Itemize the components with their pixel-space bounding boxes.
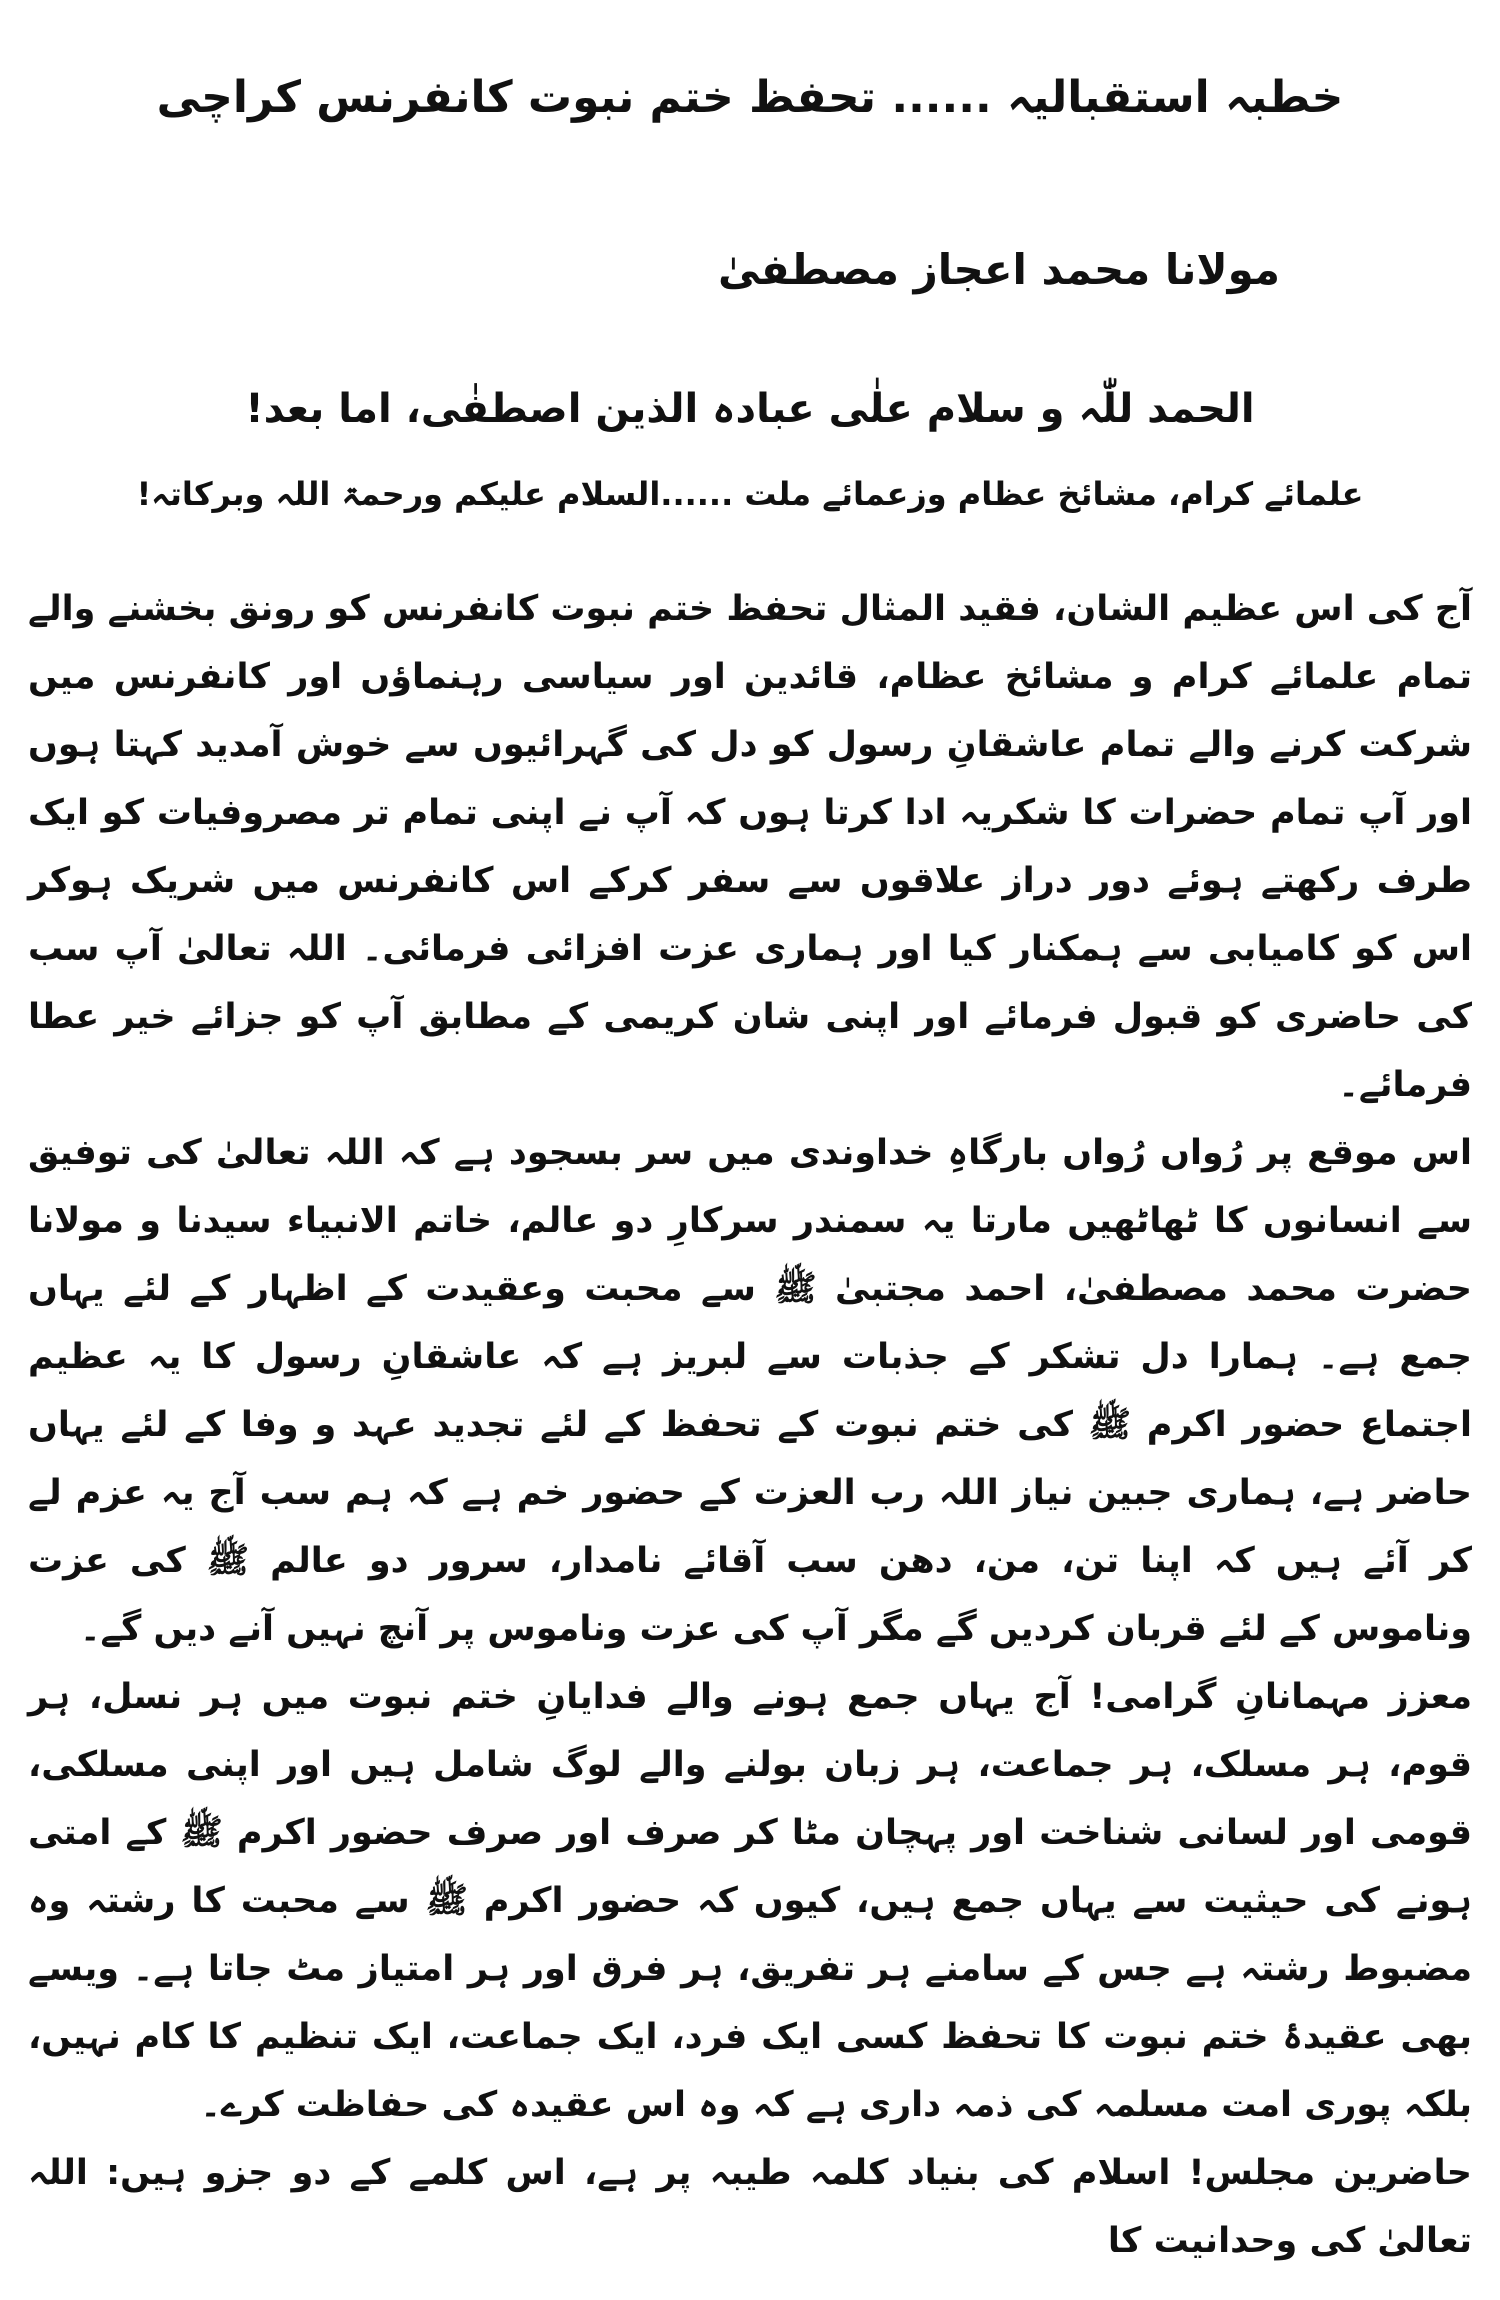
author-name: مولانا محمد اعجاز مصطفیٰ [717,245,1280,294]
paragraph: آج کی اس عظیم الشان، فقید المثال تحفظ ختم نبوت کانفرنس کو رونق بخشنے والے تمام علمائے کرام و مشائخ عظام، قائدین اور سیاسی رہنماؤں اور کانفرنس میں شرکت کرنے والے تمام عاشقانِ رسول کو دل کی گہرائیوں سے خوش آمدید کہتا ہوں اور آپ تمام حضرات کا شکریہ ادا کرتا ہوں کہ آپ نے اپنی تمام تر مصروفیات کو ایک طرف رکھتے ہوئے دور دراز علاقوں سے سفر کرکے اس کانفرنس میں شریک ہوکر اس کو کامیابی سے ہمکنار کیا اور ہماری عزت افزائی فرمائی۔ اللہ تعالیٰ آپ سب کی حاضری کو قبول فرمائے اور اپنی شان کریمی کے مطابق آپ کو جزائے خیر عطا فرمائے۔ [28,589,1472,1105]
opening-invocation: الحمد للّٰہ و سلام علٰی عبادہ الذین اصطفٰی، اما بعد! [245,386,1255,432]
paragraph: معزز مہمانانِ گرامی! آج یہاں جمع ہونے والے فدایانِ ختم نبوت میں ہر نسل، ہر قوم، ہر مسلک، ہر جماعت، ہر زبان بولنے والے لوگ شامل ہیں اور اپنی مسلکی، قومی اور لسانی شناخت اور پہچان مٹا کر صرف اور صرف حضور اکرم ﷺ کے امتی ہونے کی حیثیت سے یہاں جمع ہیں، کیوں کہ حضور اکرم ﷺ سے محبت کا رشتہ وہ مضبوط رشتہ ہے جس کے سامنے ہر تفریق، ہر فرق اور ہر امتیاز مٹ جاتا ہے۔ ویسے بھی عقیدۂ ختم نبوت کا تحفظ کسی ایک فرد، ایک جماعت، ایک تنظیم کا کام نہیں، بلکہ پوری امت مسلمہ کی ذمہ داری ہے کہ وہ اس عقیدہ کی حفاظت کرے۔ [28,1677,1472,2125]
paragraph: حاضرین مجلس! اسلام کی بنیاد کلمہ طیبہ پر ہے، اس کلمے کے دو جزو ہیں: اللہ تعالیٰ کی وحدانیت کا [28,2153,1472,2261]
body-text [28,575,1472,2275]
salutation-line: علمائے کرام، مشائخ عظام وزعمائے ملت ......السلام علیکم ورحمۃ اللہ وبرکاتہ! [136,475,1364,513]
document-title: خطبہ استقبالیہ ...... تحفظ ختم نبوت کانفرنس کراچی [156,72,1344,123]
paragraph: اس موقع پر رُواں رُواں بارگاہِ خداوندی میں سر بسجود ہے کہ اللہ تعالیٰ کی توفیق سے انسانوں کا ٹھاٹھیں مارتا یہ سمندر سرکارِ دو عالم، خاتم الانبیاء سیدنا و مولانا حضرت محمد مصطفیٰ، احمد مجتبیٰ ﷺ سے محبت وعقیدت کے اظہار کے لئے یہاں جمع ہے۔ ہمارا دل تشکر کے جذبات سے لبریز ہے کہ عاشقانِ رسول کا یہ عظیم اجتماع حضور اکرم ﷺ کی ختم نبوت کے تحفظ کے لئے تجدید عہد و وفا کے لئے یہاں حاضر ہے، ہماری جبین نیاز اللہ رب العزت کے حضور خم ہے کہ ہم سب آج یہ عزم لے کر آئے ہیں کہ اپنا تن، من، دھن سب آقائے نامدار، سرور دو عالم ﷺ کی عزت وناموس کے لئے قربان کردیں گے مگر آپ کی عزت وناموس پر آنچ نہیں آنے دیں گے۔ [28,1133,1472,1649]
